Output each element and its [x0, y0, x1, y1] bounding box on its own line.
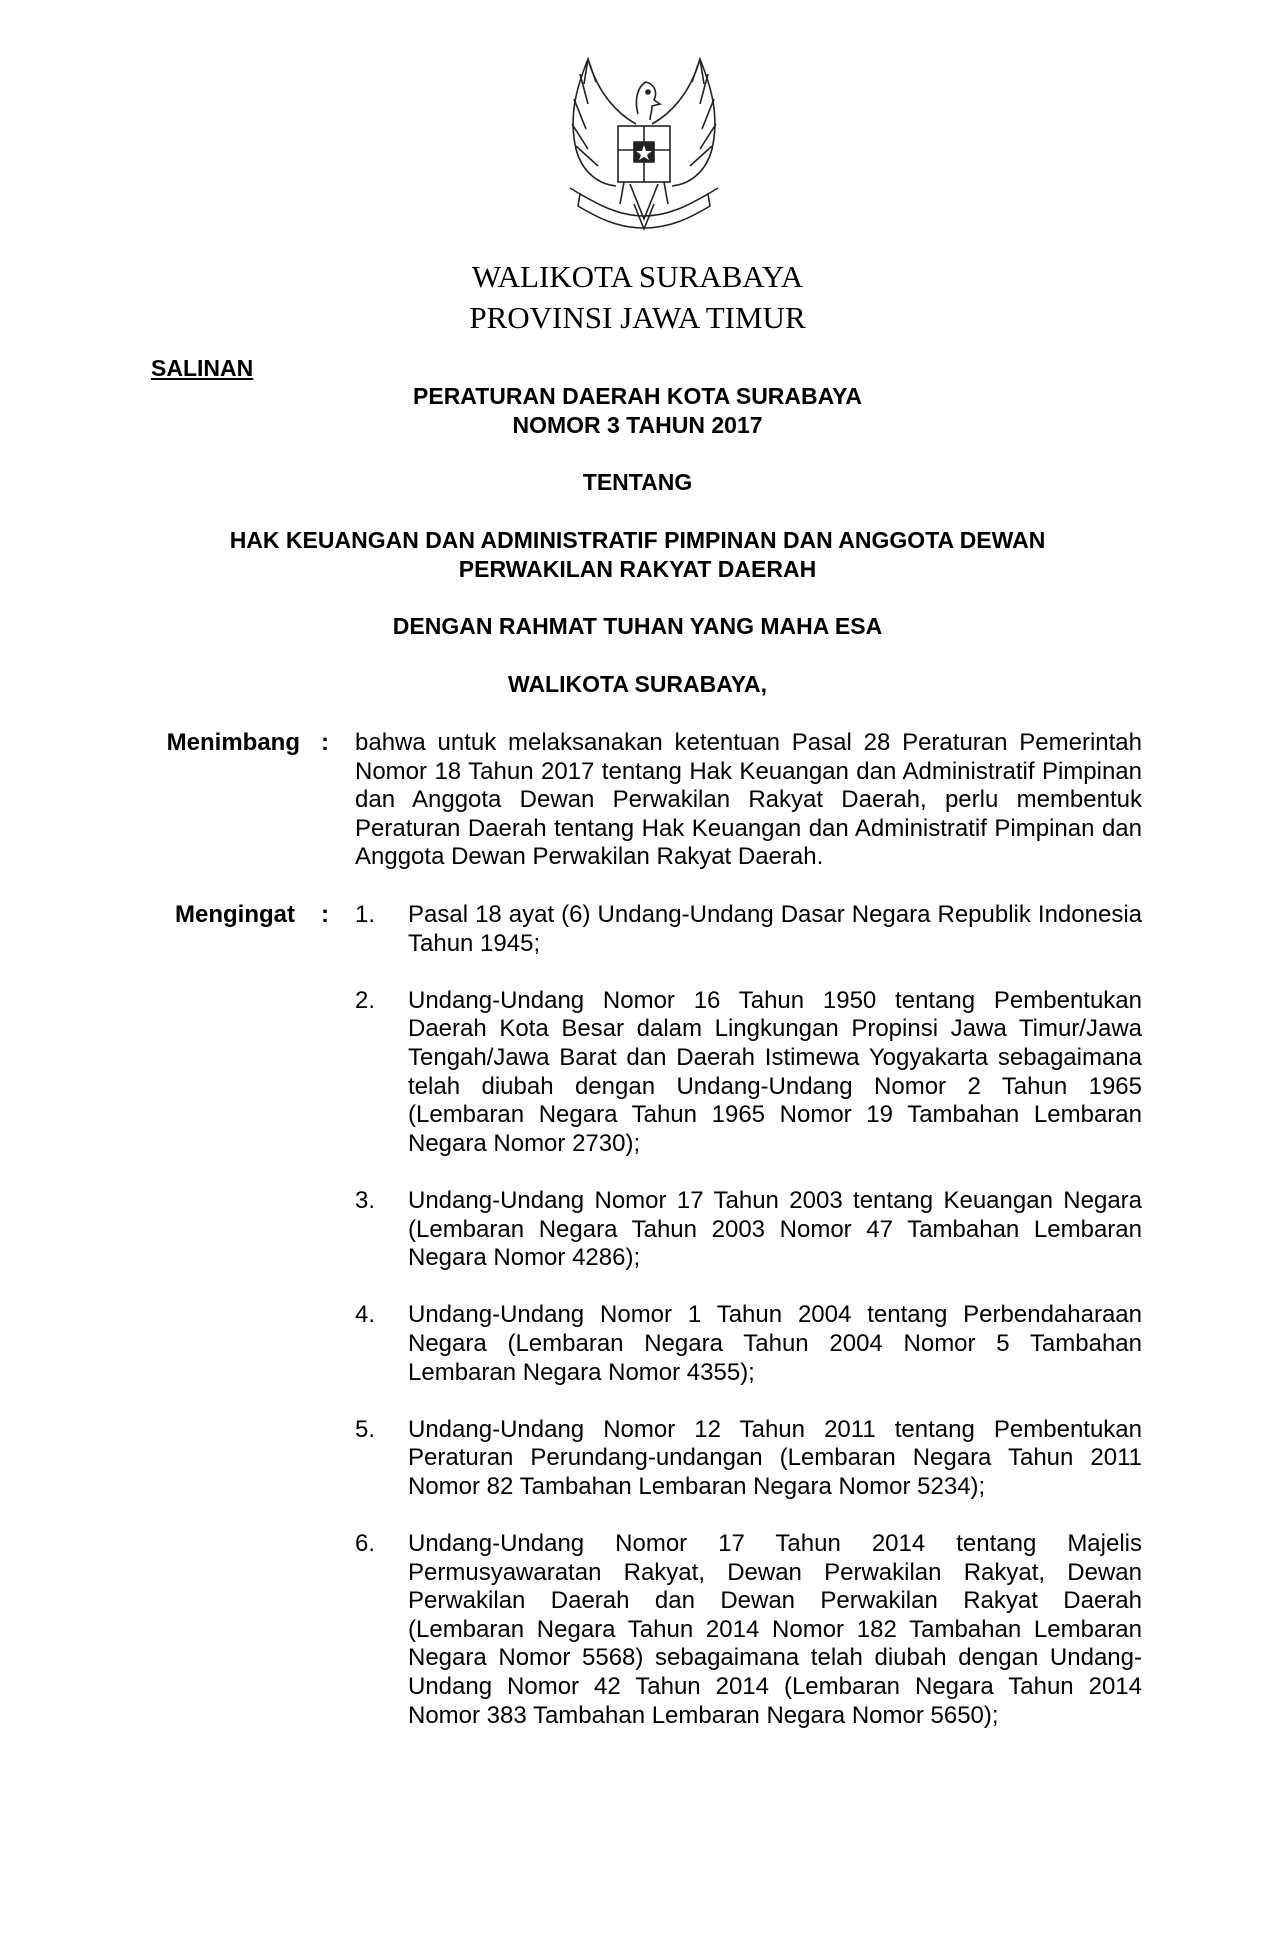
- item-text: Undang-Undang Nomor 1 Tahun 2004 tentang Perbendaharaan Negara (Lembaran Negara Tahun 2004 Nomor 5 Tambahan Lembaran Negara Nomor 4355);: [408, 1301, 1142, 1386]
- item-text: Pasal 18 ayat (6) Undang-Undang Dasar Negara Republik Indonesia Tahun 1945;: [408, 901, 1142, 957]
- item-number: 6.: [355, 1530, 376, 1558]
- title-tentang: TENTANG: [582, 469, 693, 495]
- title-subject-line1: HAK KEUANGAN DAN ADMINISTRATIF PIMPINAN DAN ANGGOTA DEWAN: [229, 527, 1046, 553]
- garuda-emblem: [558, 54, 730, 246]
- item-number: 5.: [355, 1415, 376, 1443]
- item-number: 2.: [355, 986, 376, 1014]
- mengingat-item: [355, 1187, 1142, 1273]
- menimbang-label: Menimbang: [166, 729, 300, 756]
- mengingat-label: Mengingat: [175, 901, 295, 928]
- header-walikota: WALIKOTA SURABAYA: [471, 259, 804, 294]
- menimbang-text: bahwa untuk melaksanakan ketentuan Pasal 28 Peraturan Pemerintah Nomor 18 Tahun 2017 tentang Hak Keuangan dan Administratif Pimpinan dan Anggota Dewan Perwakilan Rakyat Daerah, perlu membentuk Peraturan Daerah tentang Hak Keuangan dan Administratif Pimpinan dan Anggota Dewan Perwakilan Rakyat Daerah.: [355, 729, 1142, 871]
- title-walikota: WALIKOTA SURABAYA,: [508, 671, 767, 697]
- mengingat-item: [355, 987, 1142, 1159]
- item-number: 4.: [355, 1301, 376, 1329]
- item-text: Undang-Undang Nomor 17 Tahun 2014 tentang Majelis Permusyawaratan Rakyat, Dewan Perwakilan Rakyat, Dewan Perwakilan Daerah dan Dewan Perwakilan Rakyat Daerah (Lembaran Negara Tahun 2014 Nomor 182 Tambahan Lembaran Negara Nomor 5568) sebagaimana telah diubah dengan Undang-Undang Nomor 42 Tahun 2014 (Lembaran Negara Tahun 2014 Nomor 383 Tambahan Lembaran Negara Nomor 5650);: [408, 1530, 1142, 1729]
- salinan-label: SALINAN: [151, 355, 254, 381]
- mengingat-list: [355, 901, 1142, 1759]
- mengingat-item: [355, 1416, 1142, 1502]
- title-peraturan: PERATURAN DAERAH KOTA SURABAYA: [413, 383, 862, 409]
- item-number: 3.: [355, 1186, 376, 1214]
- mengingat-colon: :: [321, 901, 329, 928]
- item-text: Undang-Undang Nomor 16 Tahun 1950 tentang Pembentukan Daerah Kota Besar dalam Lingkungan Propinsi Jawa Timur/Jawa Tengah/Jawa Barat dan Daerah Istimewa Yogyakarta sebagaimana telah diubah dengan Undang-Undang Nomor 2 Tahun 1965 (Lembaran Negara Tahun 1965 Nomor 19 Tambahan Lembaran Negara Nomor 2730);: [408, 986, 1142, 1157]
- title-subject-line2: PERWAKILAN RAKYAT DAERAH: [458, 556, 817, 582]
- menimbang-colon: :: [321, 729, 329, 756]
- title-nomor: NOMOR 3 TAHUN 2017: [512, 412, 763, 438]
- header-provinsi: PROVINSI JAWA TIMUR: [469, 300, 806, 335]
- mengingat-item: [355, 901, 1142, 958]
- title-rahmat: DENGAN RAHMAT TUHAN YANG MAHA ESA: [392, 613, 883, 639]
- item-text: Undang-Undang Nomor 12 Tahun 2011 tentang Pembentukan Peraturan Perundang-undangan (Lembaran Negara Tahun 2011 Nomor 82 Tambahan Lembaran Negara Nomor 5234);: [408, 1415, 1142, 1500]
- item-text: Undang-Undang Nomor 17 Tahun 2003 tentang Keuangan Negara (Lembaran Negara Tahun 2003 Nomor 47 Tambahan Lembaran Negara Nomor 4286);: [408, 1186, 1142, 1272]
- mengingat-item: [355, 1301, 1142, 1387]
- item-number: 1.: [355, 901, 376, 928]
- mengingat-item: [355, 1530, 1142, 1730]
